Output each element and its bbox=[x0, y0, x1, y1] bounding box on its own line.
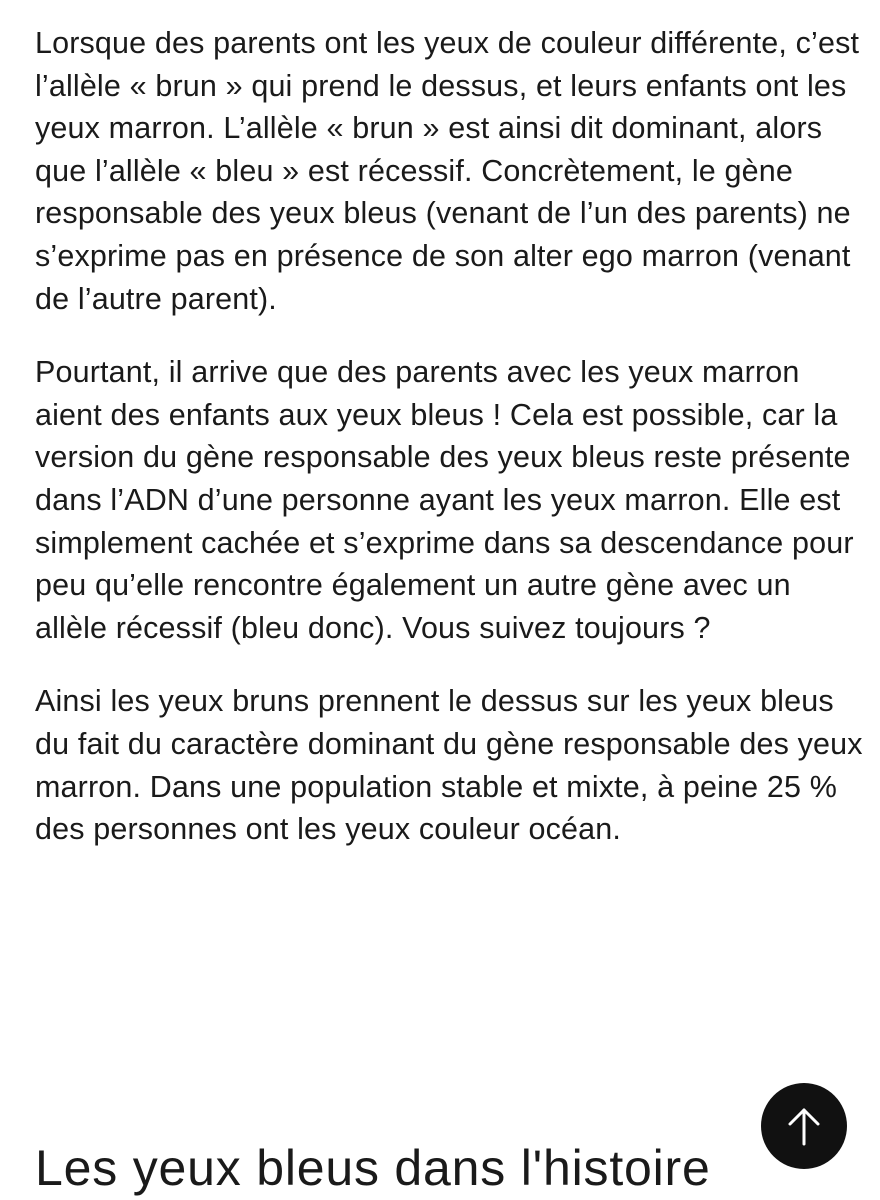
section-heading: Les yeux bleus dans l'histoire bbox=[35, 1140, 711, 1196]
article-paragraph: Lorsque des parents ont les yeux de couleur différente, c’est l’allèle « brun » qui prend le dessus, et leurs enfants ont les yeux marron. L’allèle « brun » est ainsi dit dominant, alors que l’allèle « bleu » est récessif. Concrètement, le gène responsable des yeux bleus (venant de l’un des parents) ne s’exprime pas en présence de son alter ego marron (venant de l’autre parent). bbox=[35, 26, 860, 316]
article-body bbox=[35, 22, 865, 851]
article-paragraph: Ainsi les yeux bruns prennent le dessus sur les yeux bleus du fait du caractère dominant du gène responsable des yeux marron. Dans une population stable et mixte, à peine 25 % des personnes ont les yeux couleur océan. bbox=[35, 684, 863, 847]
scroll-to-top-button[interactable] bbox=[761, 1083, 847, 1169]
article-paragraph: Pourtant, il arrive que des parents avec les yeux marron aient des enfants aux yeux bleus ! Cela est possible, car la version du gène responsable des yeux bleus reste présente dans l’ADN d’une personne ayant les yeux marron. Elle est simplement cachée et s’exprime dans sa descendance pour peu qu’elle rencontre également un autre gène avec un allèle récessif (bleu donc). Vous suivez toujours ? bbox=[35, 355, 854, 645]
arrow-up-icon bbox=[784, 1104, 824, 1148]
